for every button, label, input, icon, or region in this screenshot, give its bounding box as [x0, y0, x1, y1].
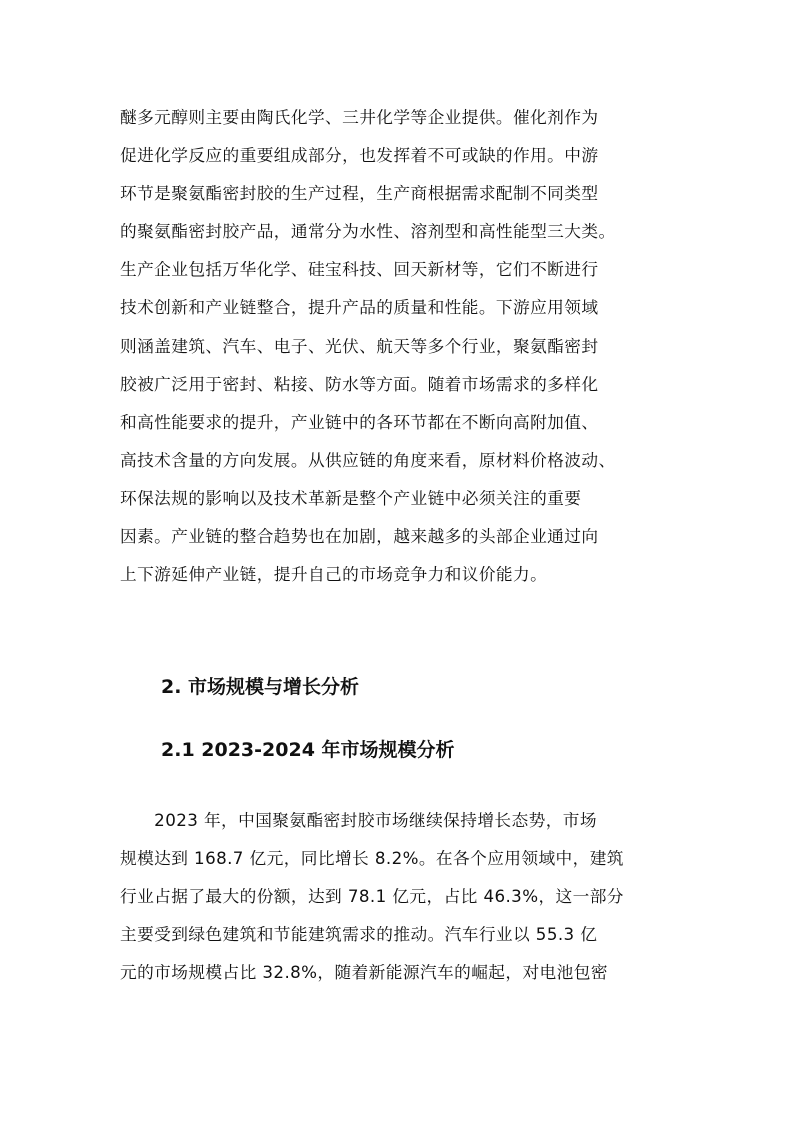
text-line: 元的市场规模占比 32.8%，随着新能源汽车的崛起，对电池包密 — [120, 962, 608, 983]
text-line: 环保法规的影响以及技术革新是整个产业链中必须关注的重要 — [120, 487, 582, 508]
body-paragraph-market-size — [120, 801, 680, 991]
text-line: 2023 年，中国聚氨酯密封胶市场继续保持增长态势，市场 — [120, 810, 597, 830]
text-line: 促进化学反应的重要组成部分，也发挥着不可或缺的作用。中游 — [120, 145, 599, 166]
text-line: 行业占据了最大的份额，达到 78.1 亿元，占比 46.3%，这一部分 — [120, 886, 624, 907]
text-line: 和高性能要求的提升，产业链中的各环节都在不断向高附加值、 — [120, 411, 599, 432]
text-line: 醚多元醇则主要由陶氏化学、三井化学等企业提供。催化剂作为 — [120, 107, 599, 127]
text-line: 胶被广泛用于密封、粘接、防水等方面。随着市场需求的多样化 — [120, 373, 599, 394]
text-line: 的聚氨酯密封胶产品，通常分为水性、溶剂型和高性能型三大类。 — [120, 221, 616, 242]
text-line: 因素。产业链的整合趋势也在加剧，越来越多的头部企业通过向 — [120, 526, 599, 547]
body-paragraph-supply-chain — [120, 98, 680, 593]
text-line: 规模达到 168.7 亿元，同比增长 8.2%。在各个应用领域中，建筑 — [120, 848, 624, 869]
text-line: 生产企业包括万华化学、硅宝科技、回天新材等，它们不断进行 — [120, 259, 599, 280]
section-heading: 2. 市场规模与增长分析 — [161, 676, 360, 698]
subsection-heading: 2.1 2023-2024 年市场规模分析 — [161, 739, 455, 761]
text-line: 技术创新和产业链整合，提升产品的质量和性能。下游应用领域 — [120, 297, 599, 318]
text-line: 则涵盖建筑、汽车、电子、光伏、航天等多个行业，聚氨酯密封 — [120, 335, 599, 356]
text-line: 环节是聚氨酯密封胶的生产过程，生产商根据需求配制不同类型 — [120, 183, 599, 204]
text-line: 主要受到绿色建筑和节能建筑需求的推动。汽车行业以 55.3 亿 — [120, 924, 598, 945]
text-line: 上下游延伸产业链，提升自己的市场竞争力和议价能力。 — [120, 564, 548, 585]
text-line: 高技术含量的方向发展。从供应链的角度来看，原材料价格波动、 — [120, 449, 616, 470]
